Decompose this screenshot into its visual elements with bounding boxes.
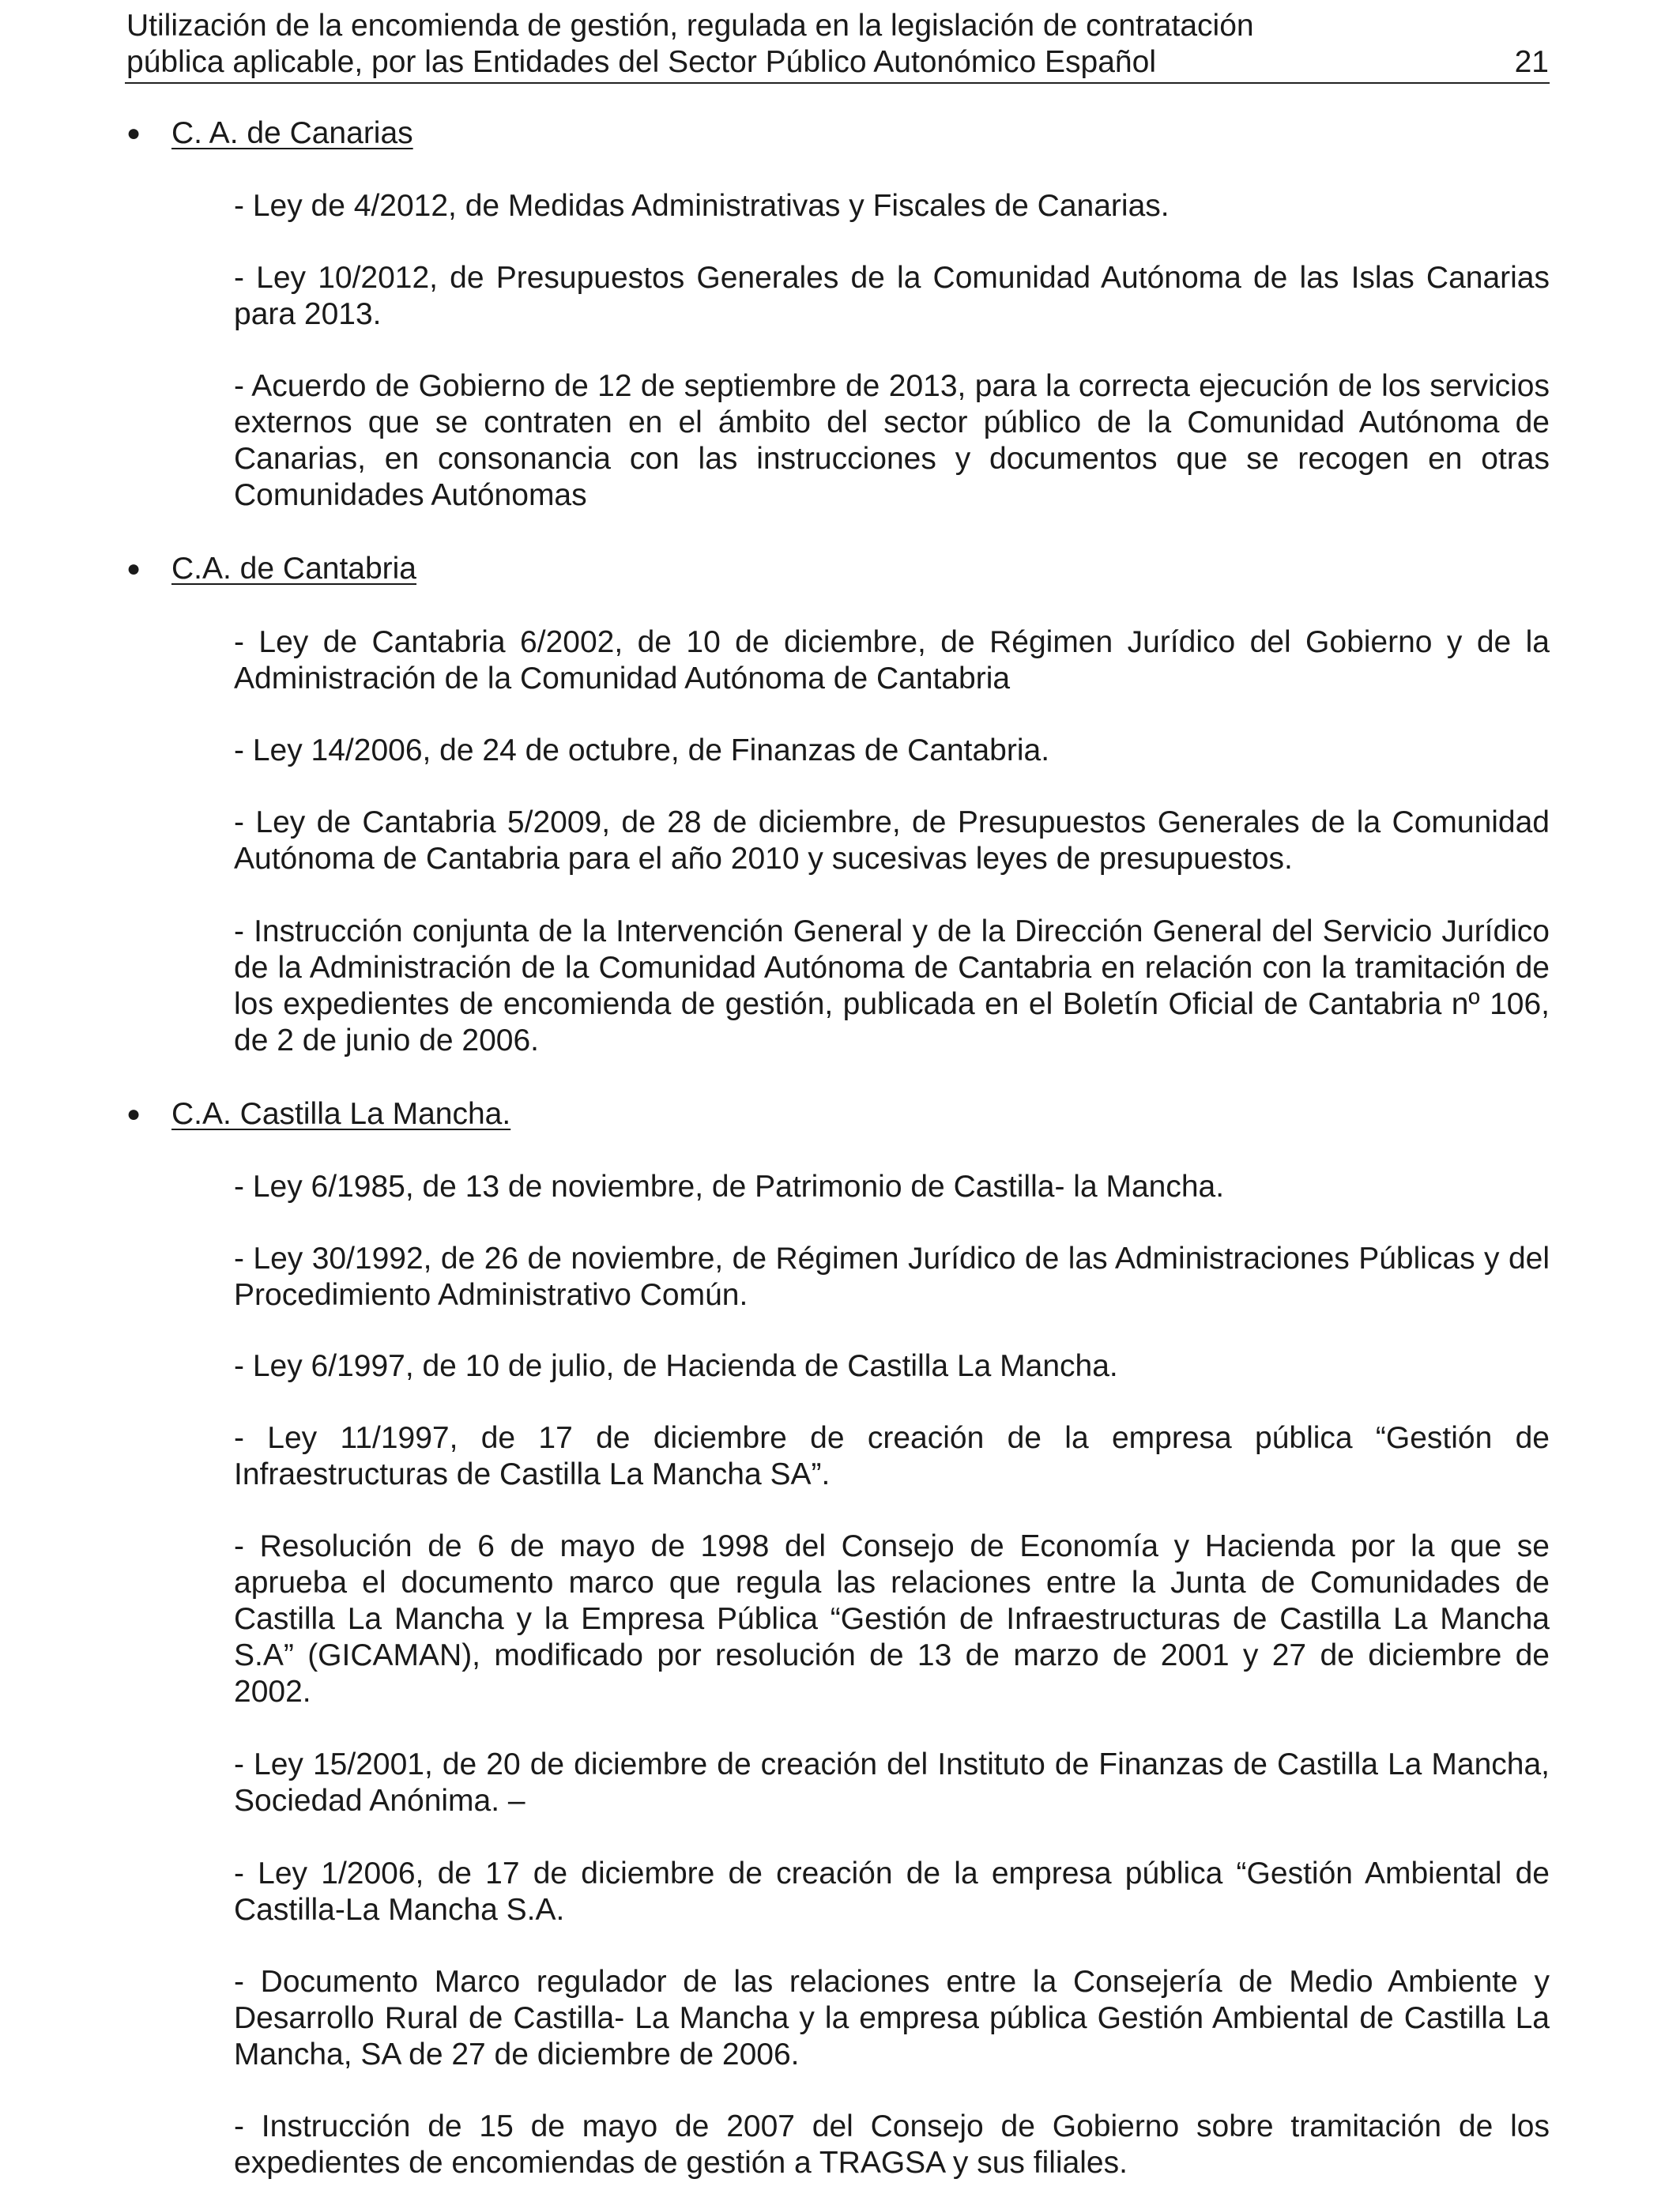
section-title: C. A. de Canarias [171, 116, 413, 150]
list-item: - Ley 30/1992, de 26 de noviembre, de Régimen Jurídico de las Administraciones Públicas y del Procedimiento Administrativo Común. [234, 1242, 1550, 1312]
list-item: - Ley 1/2006, de 17 de diciembre de creación de la empresa pública “Gestión Ambiental de Castilla-La Mancha S.A. [234, 1857, 1550, 1927]
section-title: C.A. Castilla La Mancha. [171, 1097, 511, 1131]
page-number: 21 [1514, 45, 1549, 79]
bullet-icon: ● [126, 120, 141, 146]
list-item: - Ley 14/2006, de 24 de octubre, de Finanzas de Cantabria. [234, 733, 1050, 767]
list-item: - Ley 11/1997, de 17 de diciembre de creación de la empresa pública “Gestión de Infraestructuras de Castilla La Mancha SA”. [234, 1421, 1550, 1491]
header-title-line-1: Utilización de la encomienda de gestión, regulada en la legislación de contratación [126, 9, 1254, 43]
list-item: - Ley 15/2001, de 20 de diciembre de creación del Instituto de Finanzas de Castilla La Mancha, Sociedad Anónima. – [234, 1747, 1550, 1818]
list-item: - Instrucción de 15 de mayo de 2007 del Consejo de Gobierno sobre tramitación de los expedientes de encomiendas de gestión a TRAGSA y sus filiales. [234, 2109, 1550, 2180]
list-item: - Resolución de 6 de mayo de 1998 del Consejo de Economía y Hacienda por la que se aprueba el documento marco que regula las relaciones entre la Junta de Comunidades de Castilla La Mancha y la Empresa Pública “Gestión de Infraestructuras de Castilla La Mancha S.A” (GICAMAN), modificado por resolución de 13 de marzo de 2001 y 27 de diciembre de 2002. [234, 1529, 1550, 1709]
bullet-icon: ● [126, 1101, 141, 1127]
bullet-icon: ● [126, 556, 141, 582]
list-item: - Ley 6/1997, de 10 de julio, de Hacienda de Castilla La Mancha. [234, 1349, 1118, 1383]
list-item: - Ley de 4/2012, de Medidas Administrativas y Fiscales de Canarias. [234, 189, 1170, 223]
list-item: - Acuerdo de Gobierno de 12 de septiembre de 2013, para la correcta ejecución de los servicios externos que se contraten en el ámbito del sector público de la Comunidad Autónoma de Canarias, en consonancia con las instrucciones y documentos que se recogen en otras Comunidades Autónomas [234, 369, 1550, 512]
list-item: - Ley 6/1985, de 13 de noviembre, de Patrimonio de Castilla- la Mancha. [234, 1170, 1225, 1204]
section-title: C.A. de Cantabria [171, 552, 417, 586]
header-title-line-2: pública aplicable, por las Entidades del Sector Público Autonómico Español [126, 45, 1156, 79]
list-item: - Ley de Cantabria 5/2009, de 28 de diciembre, de Presupuestos Generales de la Comunidad Autónoma de Cantabria para el año 2010 y sucesivas leyes de presupuestos. [234, 805, 1550, 876]
list-item: - Documento Marco regulador de las relaciones entre la Consejería de Medio Ambiente y Desarrollo Rural de Castilla- La Mancha y la empresa pública Gestión Ambiental de Castilla La Mancha, SA de 27 de diciembre de 2006. [234, 1965, 1550, 2071]
list-item: - Instrucción conjunta de la Intervención General y de la Dirección General del Servicio Jurídico de la Administración de la Comunidad Autónoma de Cantabria en relación con la tramitación de los expedientes de encomienda de gestión, publicada en el Boletín Oficial de Cantabria nº 106, de 2 de junio de 2006. [234, 914, 1550, 1057]
list-item: - Ley 10/2012, de Presupuestos Generales de la Comunidad Autónoma de las Islas Canarias para 2013. [234, 261, 1550, 331]
list-item: - Ley de Cantabria 6/2002, de 10 de diciembre, de Régimen Jurídico del Gobierno y de la Administración de la Comunidad Autónoma de Cantabria [234, 625, 1550, 696]
